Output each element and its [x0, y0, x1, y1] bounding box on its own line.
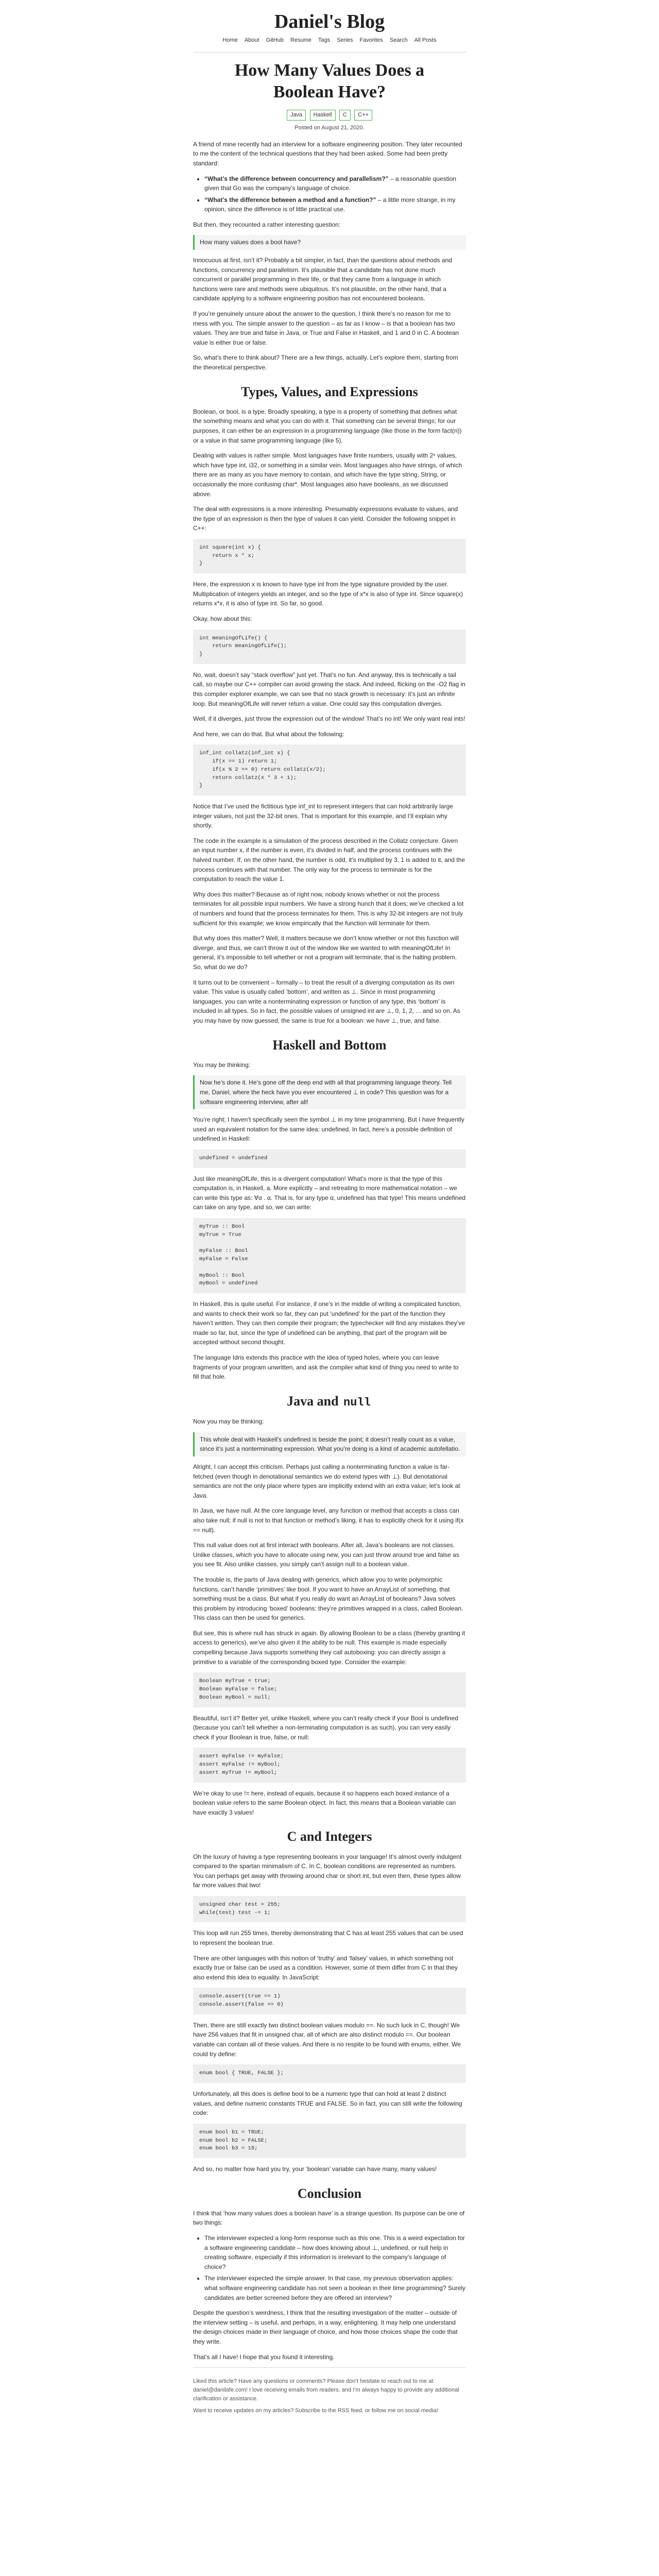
tag-cpp[interactable]: C++: [354, 110, 372, 121]
body-paragraph: In Java, we have null. At the core language level, any function or method that accepts a class can also take null; if null is not to that function or method’s liking, it has to explicitly check for it using if(x == null).: [193, 1507, 464, 1534]
body-paragraph: Why does this matter? Because as of right now, nobody knows whether or not the process terminates for all possible input numbers. We have a strong hunch that it does; we’ve checked a lot of numbers and found that the process terminates for them. This is why 32-bit integers are not truly sufficient for this example; we know empirically that the function will terminate for them.: [193, 890, 464, 927]
reader-objection-quote: This whole deal with Haskell’s undefined is beside the point; it doesn’t really count as a value, since it’s just a nonterminating expression. What you’re doing is a kind of academic autofellatio.: [193, 1432, 466, 1456]
body-paragraph: But see, this is where null has struck in again. By allowing Boolean to be a class (thereby granting it access to generics), we’ve also given it the ability to be null. This example is made especially compelling because Java supports something they call autoboxing: you can directly assign a primitive to a variable of the corresponding boxed type. Consider the example:: [193, 1629, 465, 1666]
list-item: • The interviewer expected the simple answer. In that case, my previous observation applies: what software engineering candidate has not seen a boolean in their time programming? Surely candidates are better screened before they are offered an interview?: [204, 2274, 466, 2302]
intro-paragraph: Innocuous at first, isn’t it? Probably a bit simpler, in fact, than the questions about methods and functions, concurrency and parallelism. It’s plausible that a candidate has not done much concurrent or parallel programming in their life, or that they came from a language in which functions were rare and methods were ubiquitous. It’s not plausible, on the other hand, that a candidate applying to a software engineering position has not encountered booleans.: [193, 257, 452, 302]
body-paragraph: The code in the example is a simulation of the process described in the Collatz conjecture. Given an input number x, if the number is even, it’s divided in half, and the process continues with the halved number. If, on the other hand, the number is odd, it’s multiplied by 3, 1 is added to it, and the process continues with that number. The only way for the process to terminate is for the computation to reach the value 1.: [193, 837, 465, 883]
body-paragraph: Oh the luxury of having a type representing booleans in your language! It’s almost overly indulgent compared to the spartan minimalism of C. In C, boolean conditions are represented as numbers. You can perhaps get away with throwing around char or short int, but even then, these types allow far more values that two!: [193, 1853, 462, 1889]
content-column: [193, 0, 466, 2449]
contact-note: Liked this article? Have any questions or comments? Please don’t hesitate to reach out to me at daniel@danilafe.com! I love receiving emails from readers, and I’m always happy to provide any additional clarification or assistance.: [193, 2378, 459, 2402]
intro-paragraph: But then, they recounted a rather interesting question:: [193, 221, 341, 228]
nav-resume[interactable]: Resume: [290, 37, 311, 43]
section-heading-conclusion: Conclusion: [297, 2185, 362, 2201]
section-heading-java: [193, 1393, 466, 1410]
body-paragraph: It turns out to be convenient – formally – to treat the result of a diverging computation as its own value. This value is usually called ‘bottom’, and written as ⊥. Since in most programming languages, you can write a nonterminating expression or function of any type, this ‘bottom’ is included in all types. So in fact, the possible values of unsigned int are ⊥, 0, 1, 2, ... and so on. As you may have by now guessed, the same is true for a boolean: we have ⊥, true, and false.: [193, 978, 460, 1024]
code-block: unsigned char test = 255; while(test) test -= 1;: [193, 1896, 466, 1923]
section-heading-c: C and Integers: [287, 1829, 372, 1844]
code-block: undefined = undefined: [193, 1149, 466, 1168]
body-paragraph: This null value does not at first interact with booleans. After all, Java’s booleans are not classes. Unlike classes, which you have to allocate using new, you can just throw around true and false as you see fit. Also unlike classes, you simply can’t assign null to a boolean value.: [193, 1541, 459, 1568]
intro-paragraph: So, what’s there to think about? There are a few things, actually. Let’s explore them, starting from the theoretical perspective.: [193, 354, 458, 371]
nav-all-posts[interactable]: All Posts: [414, 37, 437, 43]
body-paragraph: Despite the question’s weirdness, I think that the resulting investigation of the matter – outside of the interview setting – is useful, and perhaps, in a way, enlightening. It may help one understand the design choices made in their language of choice, and how those choices shape the code that they write.: [193, 2309, 458, 2345]
header-divider: [193, 52, 466, 53]
body-paragraph: This loop will run 255 times, thereby demonstrating that C has at least 255 values that can be used to represent the boolean true.: [193, 1929, 463, 1946]
code-block: int square(int x) { return x * x; }: [193, 539, 466, 573]
tag-haskell[interactable]: Haskell: [310, 110, 336, 121]
post-date: Posted on August 21, 2020.: [294, 124, 365, 131]
body-paragraph: Then, there are still exactly two distinct boolean values modulo ==. No such luck in C, though! We have 256 values that fit in unsigned char, all of which are also distinct modulo ==. Our boolean variable can contain all of these values. And there is no respite to be found with enums, either. We could try define:: [193, 2021, 461, 2058]
code-block: int meaningOfLife() { return meaningOfLife(); }: [193, 630, 466, 664]
body-paragraph: The deal with expressions is a more interesting. Presumably expressions evaluate to values, and the type of an expression is then the type of values it can yield. Consider the following snippet in C++:: [193, 505, 458, 532]
tag-java[interactable]: Java: [287, 110, 306, 121]
body-paragraph: Just like meaningOfLife, this is a divergent computation! What’s more is that the type of this computation is, in Haskell, a. More explicitly – and retreating to more mathematical notation – we can write this type as: ∀α . α. That is, for any type α, undefined has that type! This means undefined can take on any type, and so, we can write:: [193, 1175, 466, 1211]
body-paragraph: In Haskell, this is quite useful. For instance, if one’s in the middle of writing a complicated function, and wants to check their work so far, they can put ‘undefined’ for the part of the function they haven’t written. They can then compile their program; the typechecker will find any mistakes they’ve made so far, but, since the type of undefined can be anything, that part of the program will be accepted without second thought.: [193, 1300, 465, 1346]
code-block: inf_int collatz(inf_int x) { if(x == 1) return 1; if(x % 2 == 0) return collatz(x/2); return collatz(x * 3 + 1); }: [193, 744, 466, 795]
code-block: myTrue :: Bool myTrue = True myFalse :: Bool myFalse = False myBool :: Bool myBool = undefined: [193, 1218, 466, 1293]
body-paragraph: Dealing with values is rather simple. Most languages have finite numbers, usually with 2ⁿ values, which have type int, i32, or something in a similar vein. Most languages also have strings, of which there are as many as you have memory to contain, and which have the type string, String, or occasionally the more confusing char*. Most languages also have booleans, as we discussed above.: [193, 452, 462, 498]
body-paragraph: Unfortunately, all this does is define bool to be a numeric type that can hold at least 2 distinct values, and define numeric constants TRUE and FALSE. So in fact, you can still write the following code:: [193, 2090, 462, 2117]
code-block: Boolean myTrue = true; Boolean myFalse = false; Boolean myBool = null;: [193, 1672, 466, 1707]
body-paragraph: Here, the expression x is known to have type int from the type signature provided by the user. Multiplication of integers yields an integer, and so the type of x*x is also of type int. Since square(x) returns x*x, it is also of type int. So far, so good.: [193, 581, 463, 607]
body-paragraph: Now you may be thinking:: [193, 1418, 264, 1426]
list-item: [204, 174, 466, 193]
post-footer: [193, 2377, 466, 2415]
body-paragraph: There are other languages with this notion of ‘truthy’ and ‘falsey’ values, in which something not exactly true or false can be used as a condition. However, some of them differ from C in that they also extend this idea to equality. In JavaScript:: [193, 1954, 458, 1981]
question-text: “What’s the difference between concurrency and parallelism?”: [204, 175, 389, 182]
interview-questions-list: [204, 174, 466, 214]
body-paragraph: Boolean, or bool, is a type. Broadly speaking, a type is a property of something that defines what the something means and what you can do with it. That something can be several things; for our purposes, it can either be an expression in a programming language (like those in the form fact(n)) or a value in that same programming language (like 5).: [193, 408, 462, 444]
body-paragraph: The trouble is, the parts of Java dealing with generics, which allow you to write polymorphic functions, can’t handle ‘primitives’ like bool. If you want to have an ArrayList of something, that something must be a class. But what if you really do want an ArrayList of booleans? Java solves this problem by introducing ‘boxed’ booleans: they’re primitives wrapped in a class, called Boolean. This class can then be used for generics.: [193, 1575, 463, 1622]
site-header: [193, 0, 466, 48]
post-title: How Many Values Does a Boolean Have?: [234, 60, 425, 102]
body-paragraph: And so, no matter how hard you try, your ‘boolean’ variable can have many, many values!: [193, 2165, 437, 2173]
post-article: [193, 60, 466, 2362]
question-text: “What’s the difference between a method and a function?”: [204, 196, 376, 204]
section-heading-haskell: Haskell and Bottom: [272, 1037, 387, 1053]
body-paragraph: That’s all I have! I hope that you found it interesting.: [193, 2353, 335, 2361]
site-title[interactable]: Daniel's Blog: [274, 11, 385, 32]
body-paragraph: And here, we can do that. But what about the following:: [193, 730, 344, 738]
nav-home[interactable]: Home: [222, 37, 238, 43]
question-comment: – a reasonable question given that Go was the company’s language of choice.: [204, 175, 457, 192]
nav-search[interactable]: Search: [389, 37, 408, 43]
code-block: assert myFalse != myFalse; assert myFalse != myBool; assert myTrue != myBool;: [193, 1748, 466, 1782]
post-tags: [193, 110, 466, 121]
nav-github[interactable]: GitHub: [266, 37, 284, 43]
body-paragraph: I think that ‘how many values does a boolean have’ is a strange question. Its purpose can be one of two things:: [193, 2209, 465, 2227]
nav-tags[interactable]: Tags: [318, 37, 331, 43]
intro-paragraph: A friend of mine recently had an interview for a software engineering position. They later recounted to me the content of the technical questions that they had been asked. Some had been pretty standard:: [193, 140, 462, 167]
conclusion-list: [204, 2233, 466, 2302]
code-block: console.assert(true == 1) console.assert(false == 0): [193, 1988, 466, 2014]
intro-paragraph: If you’re genuinely unsure about the answer to the question, I think there’s no reason for me to mess with you. The simple answer to the question – as far as I know – is that a boolean has two values. They are true and false in Java, or True and False in Haskell, and 1 and 0 in C. A boolean value is either true or false.: [193, 310, 459, 346]
tag-c[interactable]: C: [339, 110, 351, 121]
nav-favorites[interactable]: Favorites: [359, 37, 383, 43]
heading-text: Java and: [287, 1393, 342, 1409]
body-paragraph: Beautiful, isn’t it? Better yet, unlike Haskell, where you can’t really check if your Bool is undefined (because you can’t tell whether a non-terminating computation is as such), you can very easily check if your Boolean is true, false, or null:: [193, 1714, 458, 1741]
nav-series[interactable]: Series: [337, 37, 353, 43]
code-block: enum bool { TRUE, FALSE };: [193, 2064, 466, 2083]
heading-code: null: [343, 1396, 371, 1409]
body-paragraph: We’re okay to use != here, instead of equals, because it so happens each boxed instance of a boolean value refers to the same Boolean object. In fact, this means that a Boolean variable can have exactly 3 values!: [193, 1789, 456, 1816]
reader-objection-quote: Now he’s done it. He’s gone off the deep end with all that programming language theory. Tell me, Daniel, where the heck have you ever encountered ⊥ in code? This question was for a software engineering interview, after all!: [193, 1075, 466, 1109]
list-item: [204, 195, 466, 214]
code-block: enum bool b1 = TRUE; enum bool b2 = FALSE; enum bool b3 = 15;: [193, 2124, 466, 2158]
body-paragraph: You may be thinking:: [193, 1061, 250, 1069]
body-paragraph: No, wait, doesn’t say “stack overflow” just yet. That’s no fun. And anyway, this is technically a tail call, so maybe our C++ compiler can avoid growing the stack. And indeed, flicking on the -O2 flag in this compiler explorer example, we can see that no stack growth is necessary: it’s just an infinite loop. But meaningOfLife will never return a value. One could say this computation diverges.: [193, 671, 465, 707]
interview-question-quote: How many values does a bool have?: [193, 235, 466, 250]
subscribe-note: Want to receive updates on my articles? Subscribe to the RSS feed, or follow me on social media!: [193, 2408, 438, 2414]
question-comment: – a little more strange, in my opinion, since the difference is of little practical use.: [204, 196, 456, 213]
body-paragraph: The language Idris extends this practice with the idea of typed holes, where you can leave fragments of your program unwritten, and ask the compiler what kind of thing you need to write to fill that hole.: [193, 1354, 459, 1381]
body-paragraph: Well, if it diverges, just throw the expression out of the window! That’s no int! We only want real ints!: [193, 715, 465, 723]
body-paragraph: But why does this matter? Well, it matters because we don’t know whether or not this function will diverge, and thus, we can’t throw it out of the window like we wanted to with meaningOfLife! In general, it’s impossible to tell whether or not a program will terminate; that is the halting problem. So, what do we do?: [193, 935, 459, 971]
body-paragraph: Okay, how about this:: [193, 615, 252, 622]
body-paragraph: Notice that I’ve used the fictitious type inf_int to represent integers that can hold arbitrarily large integer values, not just the 32-bit ones. That is important for this example, and I’ll explain why shortly.: [193, 803, 453, 829]
list-item: • The interviewer expected a long-form response such as this one. This is a weird expectation for a software engineering candidate – how does knowing about ⊥, undefined, or null help in creating software, especially if this information is irrelevant to the company’s language of choice?: [204, 2233, 466, 2272]
nav-about[interactable]: About: [244, 37, 259, 43]
body-paragraph: You’re right; I haven’t specifically seen the symbol ⊥ in my time programming. But I have frequently used an equivalent notation for the same idea: undefined. In fact, here’s a possible definition of undefined in Haskell:: [193, 1116, 464, 1143]
site-nav: [193, 36, 466, 45]
body-paragraph: Alright, I can accept this criticism. Perhaps just calling a nonterminating function a value is far-fetched (even though in denotational semantics we do extend types with ⊥). But denotational semantics are not the only place where types are implicitly extend with an extra value; let’s look at Java.: [193, 1463, 460, 1499]
footer-divider: [193, 2367, 466, 2368]
section-heading-types: Types, Values, and Expressions: [241, 384, 418, 399]
